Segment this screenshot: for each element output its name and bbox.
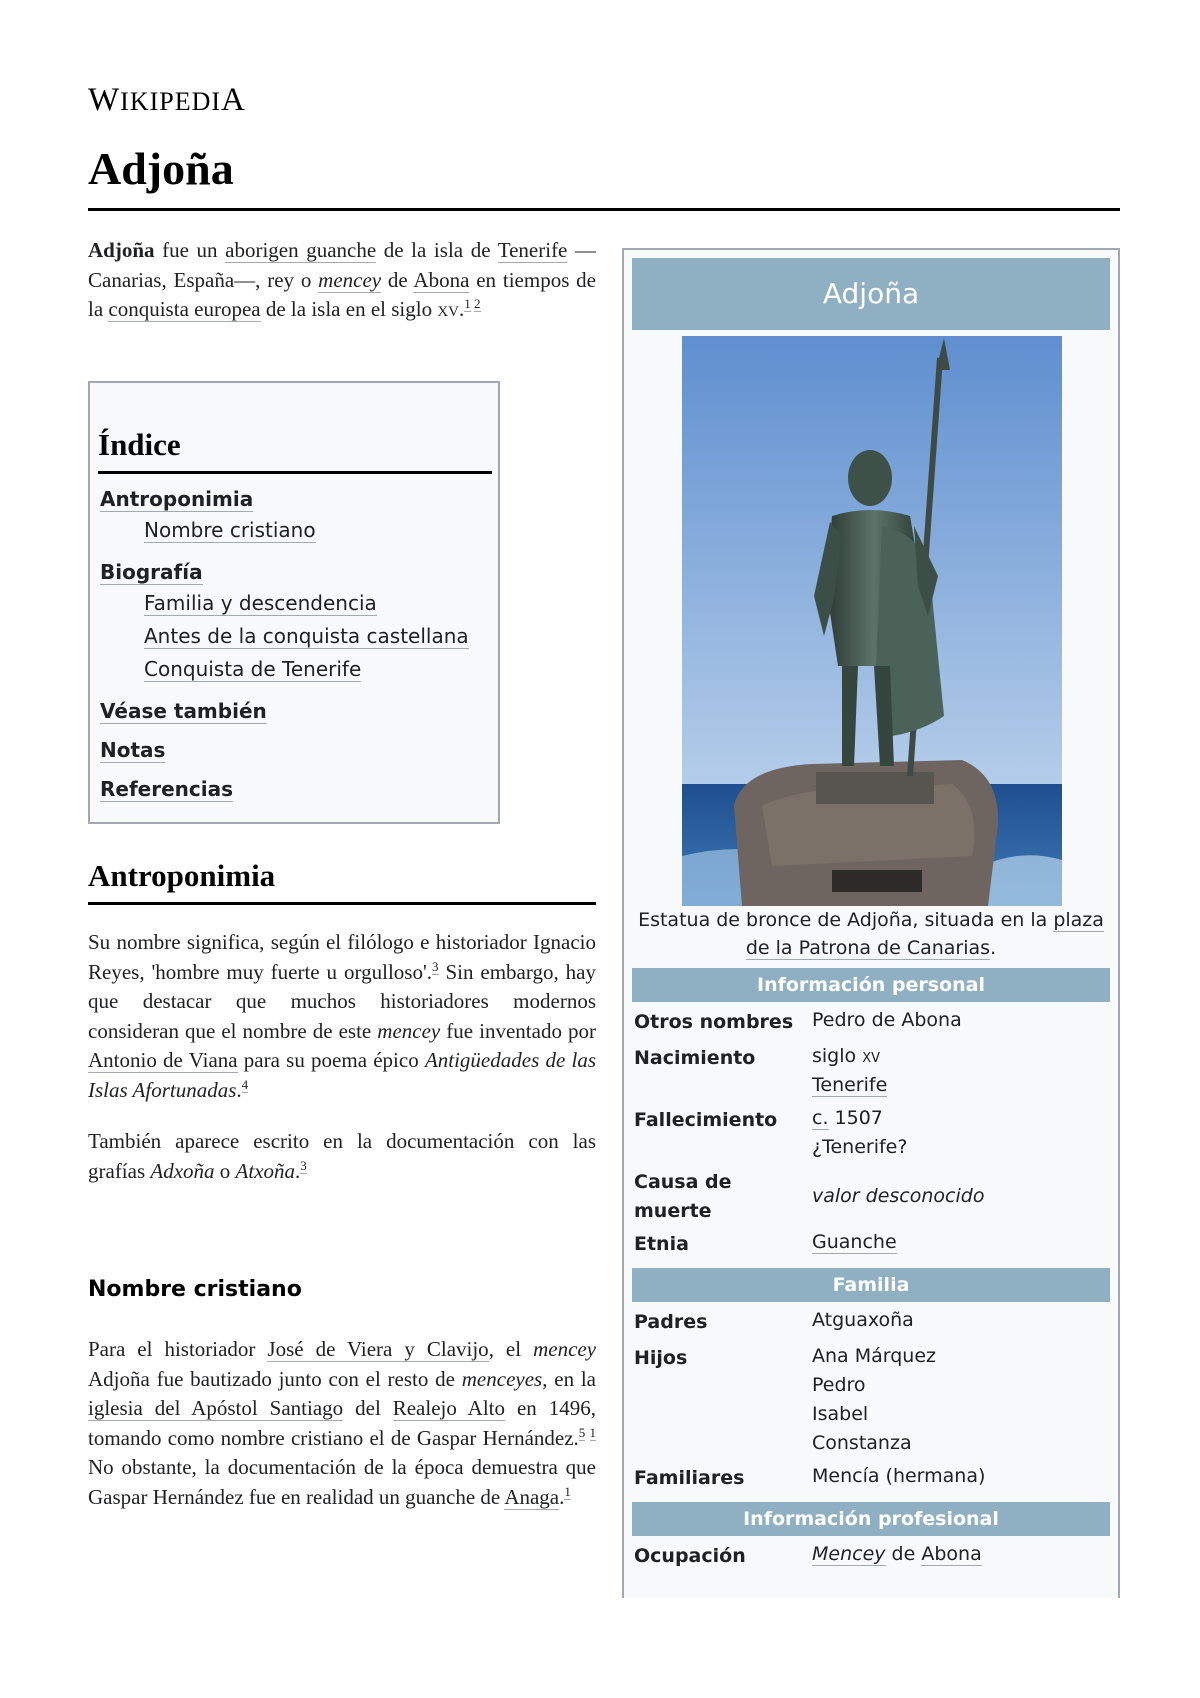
intro-text: . bbox=[459, 297, 465, 321]
intro-text: en tiempos de la bbox=[88, 267, 596, 321]
intro-text: de la isla en el siglo bbox=[260, 297, 438, 321]
toc-item-familia[interactable]: Familia y descendencia bbox=[144, 591, 377, 615]
toc-item-antroponimia[interactable]: Antroponimia bbox=[100, 487, 254, 511]
toc-title: Índice bbox=[98, 427, 181, 462]
value-hijos bbox=[812, 1342, 1112, 1458]
intro-section bbox=[88, 236, 596, 325]
section-informacion-personal: Información personal bbox=[632, 968, 1110, 1002]
hijo-item: Constanza bbox=[812, 1432, 912, 1454]
link-realejo-alto[interactable]: Realejo Alto bbox=[392, 1396, 506, 1420]
antroponimia-paragraph-2 bbox=[88, 1127, 596, 1186]
link-abona[interactable]: Abona bbox=[413, 267, 470, 292]
toc-item-referencias[interactable]: Referencias bbox=[100, 777, 234, 801]
logo-rest: IKIPEDI bbox=[120, 87, 222, 116]
label-hijos: Hijos bbox=[634, 1347, 688, 1369]
para-text: fue inventado por bbox=[440, 1018, 596, 1043]
para-italic: menceyes bbox=[461, 1366, 543, 1391]
link-tenerife-nacimiento[interactable]: Tenerife bbox=[812, 1074, 888, 1096]
page-title: Adjoña bbox=[88, 143, 234, 194]
link-viera-y-clavijo[interactable]: José de Viera y Clavijo bbox=[267, 1337, 489, 1361]
para-text: Para el historiador bbox=[88, 1337, 268, 1361]
link-guanche[interactable]: Guanche bbox=[812, 1231, 897, 1253]
para-text: , el bbox=[488, 1337, 534, 1361]
label-familiares: Familiares bbox=[634, 1467, 745, 1489]
toc-item-conquista-tenerife[interactable]: Conquista de Tenerife bbox=[144, 657, 362, 681]
intro-text: —Canarias, España—, rey o bbox=[88, 238, 596, 292]
nacimiento-century bbox=[812, 1042, 1112, 1071]
toc-divider bbox=[98, 471, 492, 474]
label-etnia: Etnia bbox=[634, 1233, 689, 1255]
value-etnia bbox=[812, 1228, 1112, 1257]
antroponimia-section bbox=[88, 928, 596, 1186]
para-italic: Atxoña bbox=[235, 1158, 296, 1183]
para-italic: mencey bbox=[377, 1018, 441, 1043]
infobox-title: Adjoña bbox=[632, 258, 1110, 330]
ref-5[interactable]: 5 bbox=[578, 1424, 586, 1440]
section-familia: Familia bbox=[632, 1268, 1110, 1302]
link-aborigen-guanche[interactable]: aborigen guanche bbox=[225, 238, 377, 262]
value-causa-de-muerte: valor desconocido bbox=[812, 1185, 985, 1207]
logo-a: A bbox=[221, 82, 246, 118]
para-text: en 1496, tomando como nombre cristiano el de Gaspar Hernández. bbox=[88, 1396, 596, 1450]
heading-divider bbox=[88, 902, 596, 905]
hijo-item: Isabel bbox=[812, 1403, 869, 1425]
hijo-item: Ana Márquez bbox=[812, 1345, 937, 1367]
label-fallecimiento: Fallecimiento bbox=[634, 1109, 778, 1131]
antroponimia-paragraph-1 bbox=[88, 928, 596, 1105]
link-antonio-de-viana[interactable]: Antonio de Viana bbox=[88, 1048, 238, 1072]
ref-3[interactable]: 3 bbox=[432, 958, 439, 974]
value-nacimiento bbox=[812, 1042, 1112, 1100]
heading-antroponimia: Antroponimia bbox=[88, 858, 276, 893]
statue-photo bbox=[682, 336, 1062, 906]
intro-bold-name: Adjoña bbox=[88, 238, 155, 262]
heading-nombre-cristiano: Nombre cristiano bbox=[88, 1277, 302, 1302]
link-circa[interactable]: c. bbox=[812, 1107, 829, 1129]
label-otros-nombres: Otros nombres bbox=[634, 1011, 794, 1033]
table-of-contents bbox=[88, 381, 500, 824]
logo-w: W bbox=[88, 82, 121, 118]
para-text: , en la bbox=[542, 1366, 596, 1391]
toc-item-vease-tambien[interactable]: Véase también bbox=[100, 699, 267, 723]
value-ocupacion bbox=[812, 1540, 1112, 1569]
para-italic: mencey bbox=[533, 1337, 597, 1361]
toc-item-antes-conquista[interactable]: Antes de la conquista castellana bbox=[144, 624, 469, 648]
value-padres: Atguaxoña bbox=[812, 1309, 914, 1331]
para-text: No obstante, la documentación de la época demuestra que Gaspar Hernández fue en realidad un guanche de bbox=[88, 1455, 596, 1509]
statue-image[interactable] bbox=[682, 336, 1062, 906]
value-fallecimiento bbox=[812, 1104, 1112, 1162]
intro-text: fue un bbox=[154, 238, 226, 262]
link-plaza-patrona[interactable]: plaza de la Patrona de Canarias bbox=[745, 909, 1104, 959]
link-conquista-europea[interactable]: conquista europea bbox=[108, 297, 261, 321]
toc-item-notas[interactable]: Notas bbox=[100, 738, 166, 762]
para-italic: Adxoña bbox=[150, 1158, 215, 1183]
fallecimiento-place: ¿Tenerife? bbox=[812, 1136, 908, 1158]
caption-text: . bbox=[990, 937, 997, 959]
value-otros-nombres: Pedro de Abona bbox=[812, 1009, 962, 1031]
para-text: para su poema épico bbox=[237, 1048, 425, 1072]
link-mencey-ocupacion[interactable]: Mencey bbox=[812, 1543, 886, 1565]
link-mencey[interactable]: mencey bbox=[318, 267, 382, 292]
link-iglesia-apostol-santiago[interactable]: iglesia del Apóstol Santiago bbox=[88, 1396, 344, 1420]
nacimiento-sc: xv bbox=[862, 1045, 880, 1067]
ref-3[interactable]: 3 bbox=[300, 1157, 307, 1173]
para-text: Sin embargo, hay que destacar que muchos historiadores modernos consideran que el nombre de este bbox=[88, 959, 596, 1043]
link-anaga[interactable]: Anaga bbox=[504, 1484, 560, 1509]
value-familiares: Mencía (hermana) bbox=[812, 1465, 986, 1487]
para-text: del bbox=[343, 1396, 393, 1420]
label-ocupacion: Ocupación bbox=[634, 1545, 746, 1567]
ref-4[interactable]: 4 bbox=[241, 1076, 249, 1092]
section-informacion-profesional: Información profesional bbox=[632, 1502, 1110, 1536]
label-nacimiento: Nacimiento bbox=[634, 1047, 756, 1069]
intro-paragraph bbox=[88, 236, 596, 325]
toc-item-nombre-cristiano[interactable]: Nombre cristiano bbox=[144, 518, 316, 542]
fallecimiento-year: 1507 bbox=[828, 1107, 883, 1129]
ref-1[interactable]: 1 bbox=[464, 296, 471, 311]
nacimiento-text: siglo bbox=[812, 1045, 863, 1067]
para-text: . bbox=[236, 1077, 242, 1102]
link-abona-ocupacion[interactable]: Abona bbox=[921, 1543, 982, 1565]
image-caption bbox=[632, 906, 1110, 962]
ref-1[interactable]: 1 bbox=[564, 1483, 571, 1499]
label-causa-de-muerte: Causa de muerte bbox=[634, 1171, 732, 1222]
ocupacion-text: de bbox=[885, 1543, 922, 1565]
intro-text: de la isla de bbox=[376, 238, 498, 262]
intro-text: de bbox=[381, 267, 414, 292]
link-tenerife[interactable]: Tenerife bbox=[497, 238, 568, 262]
title-divider bbox=[88, 208, 1120, 211]
nombre-cristiano-paragraph bbox=[88, 1335, 596, 1512]
wikipedia-logo[interactable] bbox=[88, 82, 246, 119]
hijo-item: Pedro bbox=[812, 1374, 866, 1396]
toc-item-biografia[interactable]: Biografía bbox=[100, 560, 203, 584]
para-italic: Antigüedades de las Islas Afortunadas bbox=[88, 1048, 597, 1102]
caption-text: Estatua de bronce de Adjoña, situada en la bbox=[638, 909, 1054, 931]
para-text: También aparece escrito en la documentación con las grafías bbox=[88, 1129, 596, 1183]
nombre-cristiano-section bbox=[88, 1335, 596, 1512]
para-text: Su nombre significa, según el filólogo e historiador Ignacio Reyes, 'hombre muy fuerte u orgulloso'. bbox=[88, 930, 596, 984]
ref-2[interactable]: 2 bbox=[474, 296, 481, 311]
para-text: o bbox=[214, 1158, 236, 1183]
infobox bbox=[622, 248, 1120, 1598]
ref-1[interactable]: 1 bbox=[589, 1424, 596, 1440]
para-text: Adjoña fue bautizado junto con el resto de bbox=[88, 1366, 462, 1391]
label-padres: Padres bbox=[634, 1311, 708, 1333]
intro-century: xv bbox=[437, 297, 459, 321]
para-text: . bbox=[559, 1484, 565, 1509]
para-text: . bbox=[295, 1158, 301, 1183]
